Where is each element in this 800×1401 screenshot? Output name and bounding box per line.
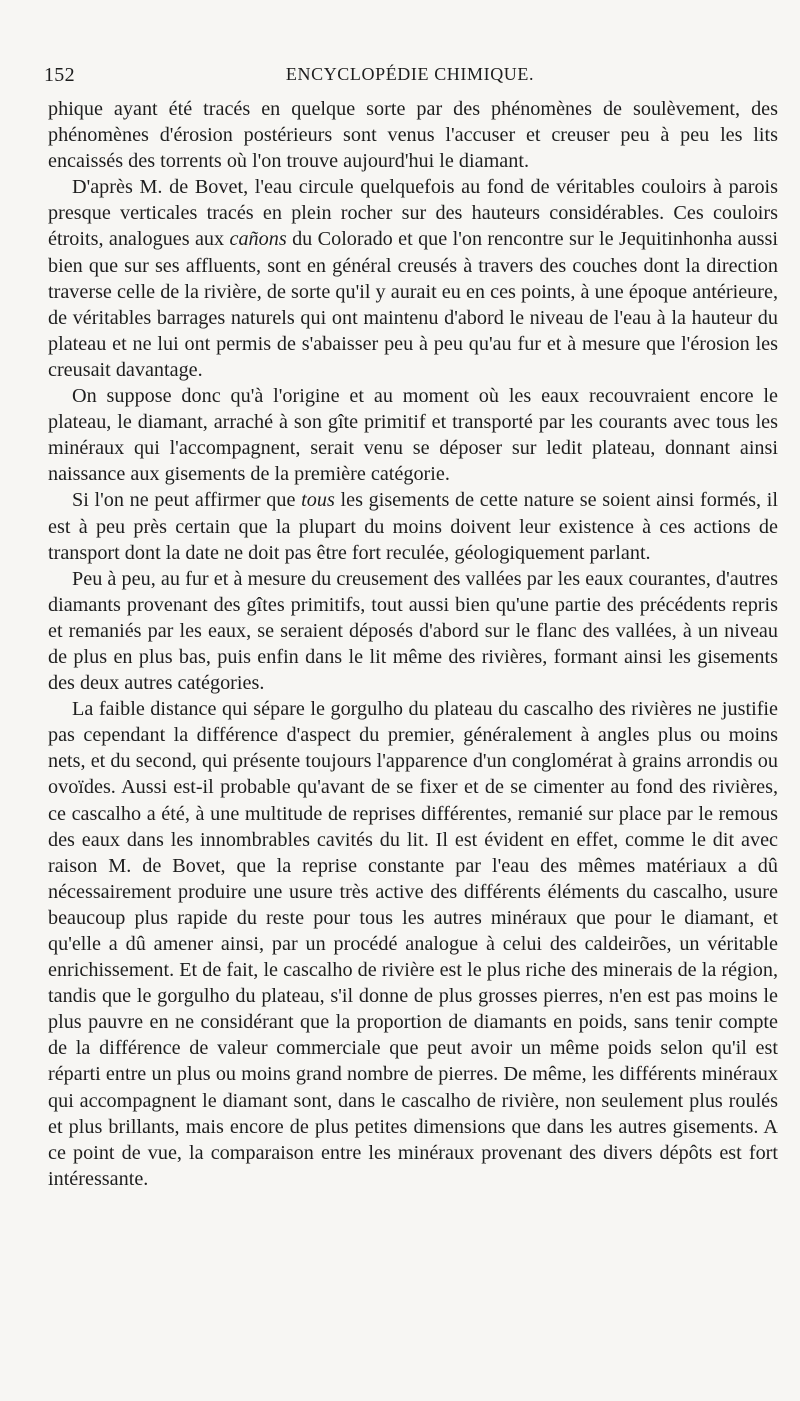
paragraph <box>48 566 778 696</box>
paragraph <box>48 96 778 174</box>
page-header <box>44 64 776 88</box>
paragraph <box>48 696 778 1192</box>
page-number: 152 <box>44 64 75 86</box>
paragraph-text: phique ayant été tracés en quelque sorte par des phénomènes de soulèvement, des phénomènes d'érosion postérieurs sont venus l'accuser et creuser peu à peu les lits encaissés des torrents où l'on trouve aujourd'hui le diamant. <box>48 98 778 173</box>
paragraph <box>48 487 778 565</box>
paragraph-text: Peu à peu, au fur et à mesure du creusement des vallées par les eaux courantes, d'autres diamants provenant des gîtes primitifs, tout aussi bien qu'une partie des précédents repris et remaniés par les eaux, se seraient déposés d'abord sur le flanc des vallées, à un niveau de plus en plus bas, puis enfin dans le lit même des rivières, formant ainsi les gisements des deux autres catégories. <box>48 567 778 695</box>
paragraph <box>48 383 778 487</box>
paragraph-text: du Colorado et que l'on rencontre sur le Jequitinhonha aussi bien que sur ses affluents, sont en général creusés à travers des couches dont la direction traverse celle de la rivière, de sorte qu'il y aurait eu en ces points, à une époque antérieure, de véritables barrages naturels qui ont maintenu d'abord le niveau de l'eau à la hauteur du plateau et ne lui ont permis de s'abaisser peu à peu qu'au fur et à mesure que l'érosion les creusait davantage. <box>48 228 779 381</box>
paragraph-text: Si l'on ne peut affirmer que <box>72 489 302 512</box>
italic-text: tous <box>301 489 335 512</box>
paragraph-text: On suppose donc qu'à l'origine et au moment où les eaux recouvraient encore le plateau, le diamant, arraché à son gîte primitif et transporté par les courants avec tous les minéraux qui l'accompagnent, serait venu se déposer sur ledit plateau, donnant ainsi naissance aux gisements de la première catégorie. <box>48 385 778 486</box>
italic-text: cañons <box>229 228 287 251</box>
paragraph-text: La faible distance qui sépare le gorgulho du plateau du cascalho des rivières ne justifie pas cependant la différence d'aspect du premier, généralement à angles plus ou moins nets, et du second, qui présente toujours l'apparence d'un conglomérat à grains arrondis ou ovoïdes. Aussi est-il probable qu'avant de se fixer et de se cimenter au fond des rivières, ce cascalho a été, à une multitude de reprises différentes, remanié sur place par le remous des eaux dans les innombrables cavités du lit. Il est évident en effet, comme le dit avec raison M. de Bovet, que la reprise constante par l'eau des mêmes matériaux a dû nécessairement produire une usure très active des différents éléments du cascalho, usure beaucoup plus rapide du reste pour tous les autres minéraux que pour le diamant, et qu'elle a dû amener ainsi, par un procédé analogue à celui des caldeirões, un véritable enrichissement. Et de fait, le cascalho de rivière est le plus riche des minerais de la région, tandis que le gorgulho du plateau, s'il donne de plus grosses pierres, n'en est pas moins le plus pauvre en ne considérant que la proportion de diamants en poids, sans tenir compte de la différence de valeur commerciale que peut avoir un même poids selon qu'il est réparti entre un plus ou moins grand nombre de pierres. De même, les différents minéraux qui accompagnent le diamant sont, dans le cascalho de rivière, non seulement plus roulés et plus brillants, mais encore de plus petites dimensions que dans les autres gisements. A ce point de vue, la comparaison entre les minéraux provenant des divers dépôts est fort intéressante. <box>48 698 778 1190</box>
running-title: ENCYCLOPÉDIE CHIMIQUE. <box>285 64 535 84</box>
paragraph-text: D'après M. de Bovet, l'eau circule quelquefois au fond de véritables couloirs à parois presque verticales tracés en plein rocher sur des hauteurs considérables. Ces couloirs étroits, analogues aux <box>48 176 778 251</box>
body-text <box>48 96 778 1192</box>
paragraph <box>48 174 778 383</box>
paragraph-text: les gisements de cette nature se soient ainsi formés, il est à peu près certain que la plupart du moins doivent leur existence à ces actions de transport dont la date ne doit pas être fort reculée, géologiquement parlant. <box>48 489 778 564</box>
